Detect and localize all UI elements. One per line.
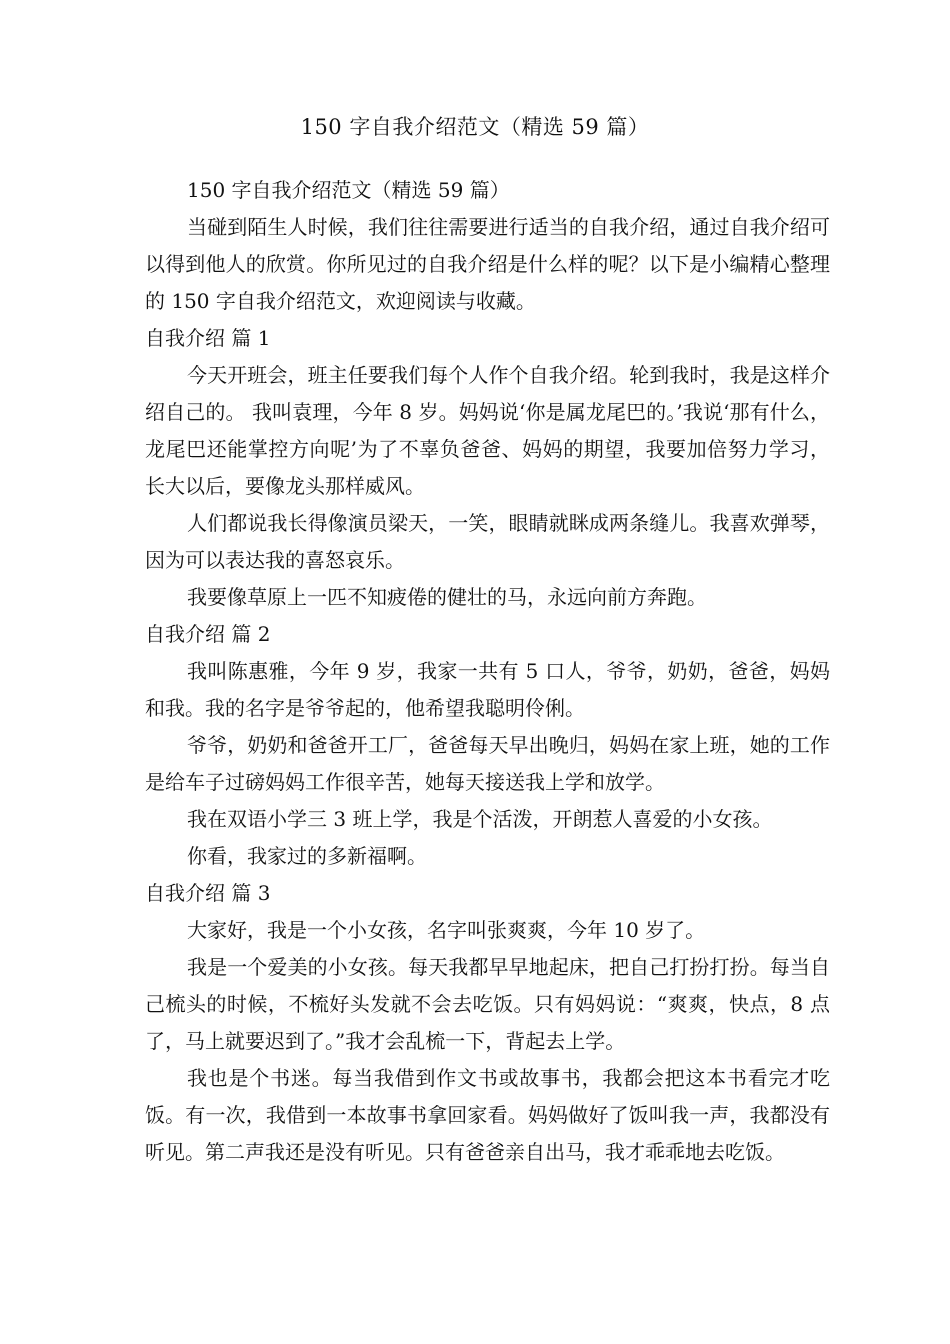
section-heading-3: 自我介绍 篇 3 — [145, 881, 271, 905]
body-paragraph: 我要像草原上一匹不知疲倦的健壮的马，永远向前方奔跑。 — [187, 585, 707, 609]
body-paragraph: 大家好，我是一个小女孩，名字叫张爽爽，今年 10 岁了。 — [187, 918, 706, 942]
intro-paragraph: 当碰到陌生人时候，我们往往需要进行适当的自我介绍，通过自我介绍可以得到他人的欣赏。你所见过的自我介绍是什么样的呢？以下是小编精心整理的 150 字自我介绍范文，欢迎阅读与收藏。 — [145, 215, 830, 313]
body-paragraph: 我在双语小学三 3 班上学，我是个活泼，开朗惹人喜爱的小女孩。 — [187, 807, 773, 831]
document-body — [145, 172, 830, 1171]
body-paragraph: 今天开班会，班主任要我们每个人作个自我介绍。轮到我时，我是这样介绍自己的。 我叫袁理，今年 8 岁。妈妈说‘你是属龙尾巴的。’我说‘那有什么，龙尾巴还能掌控方向呢’为了不辜负爸爸、妈妈的期望，我要加倍努力学习，长大以后，要像龙头那样威风。 — [145, 363, 830, 498]
body-paragraph: 我叫陈惠雅，今年 9 岁，我家一共有 5 口人，爷爷，奶奶，爸爸，妈妈和我。我的名字是爷爷起的，他希望我聪明伶俐。 — [145, 659, 830, 720]
section-heading-1: 自我介绍 篇 1 — [145, 326, 271, 350]
body-paragraph: 我是一个爱美的小女孩。每天我都早早地起床，把自己打扮打扮。每当自己梳头的时候，不梳好头发就不会去吃饭。只有妈妈说：“爽爽，快点，8 点了，马上就要迟到了。”我才会乱梳一下，背起去上学。 — [145, 955, 830, 1053]
subtitle-paragraph: 150 字自我介绍范文（精选 59 篇） — [187, 178, 510, 202]
body-paragraph: 爷爷，奶奶和爸爸开工厂，爸爸每天早出晚归，妈妈在家上班，她的工作是给车子过磅妈妈工作很辛苦，她每天接送我上学和放学。 — [145, 733, 830, 794]
body-paragraph: 人们都说我长得像演员梁天，一笑，眼睛就眯成两条缝儿。我喜欢弹琴，因为可以表达我的喜怒哀乐。 — [145, 511, 830, 572]
body-paragraph: 我也是个书迷。每当我借到作文书或故事书，我都会把这本书看完才吃饭。有一次，我借到一本故事书拿回家看。妈妈做好了饭叫我一声，我都没有听见。第二声我还是没有听见。只有爸爸亲自出马，我才乖乖地去吃饭。 — [145, 1066, 830, 1164]
section-heading-2: 自我介绍 篇 2 — [145, 622, 271, 646]
body-paragraph: 你看，我家过的多新福啊。 — [187, 844, 427, 868]
document-title: 150 字自我介绍范文（精选 59 篇） — [300, 115, 650, 139]
